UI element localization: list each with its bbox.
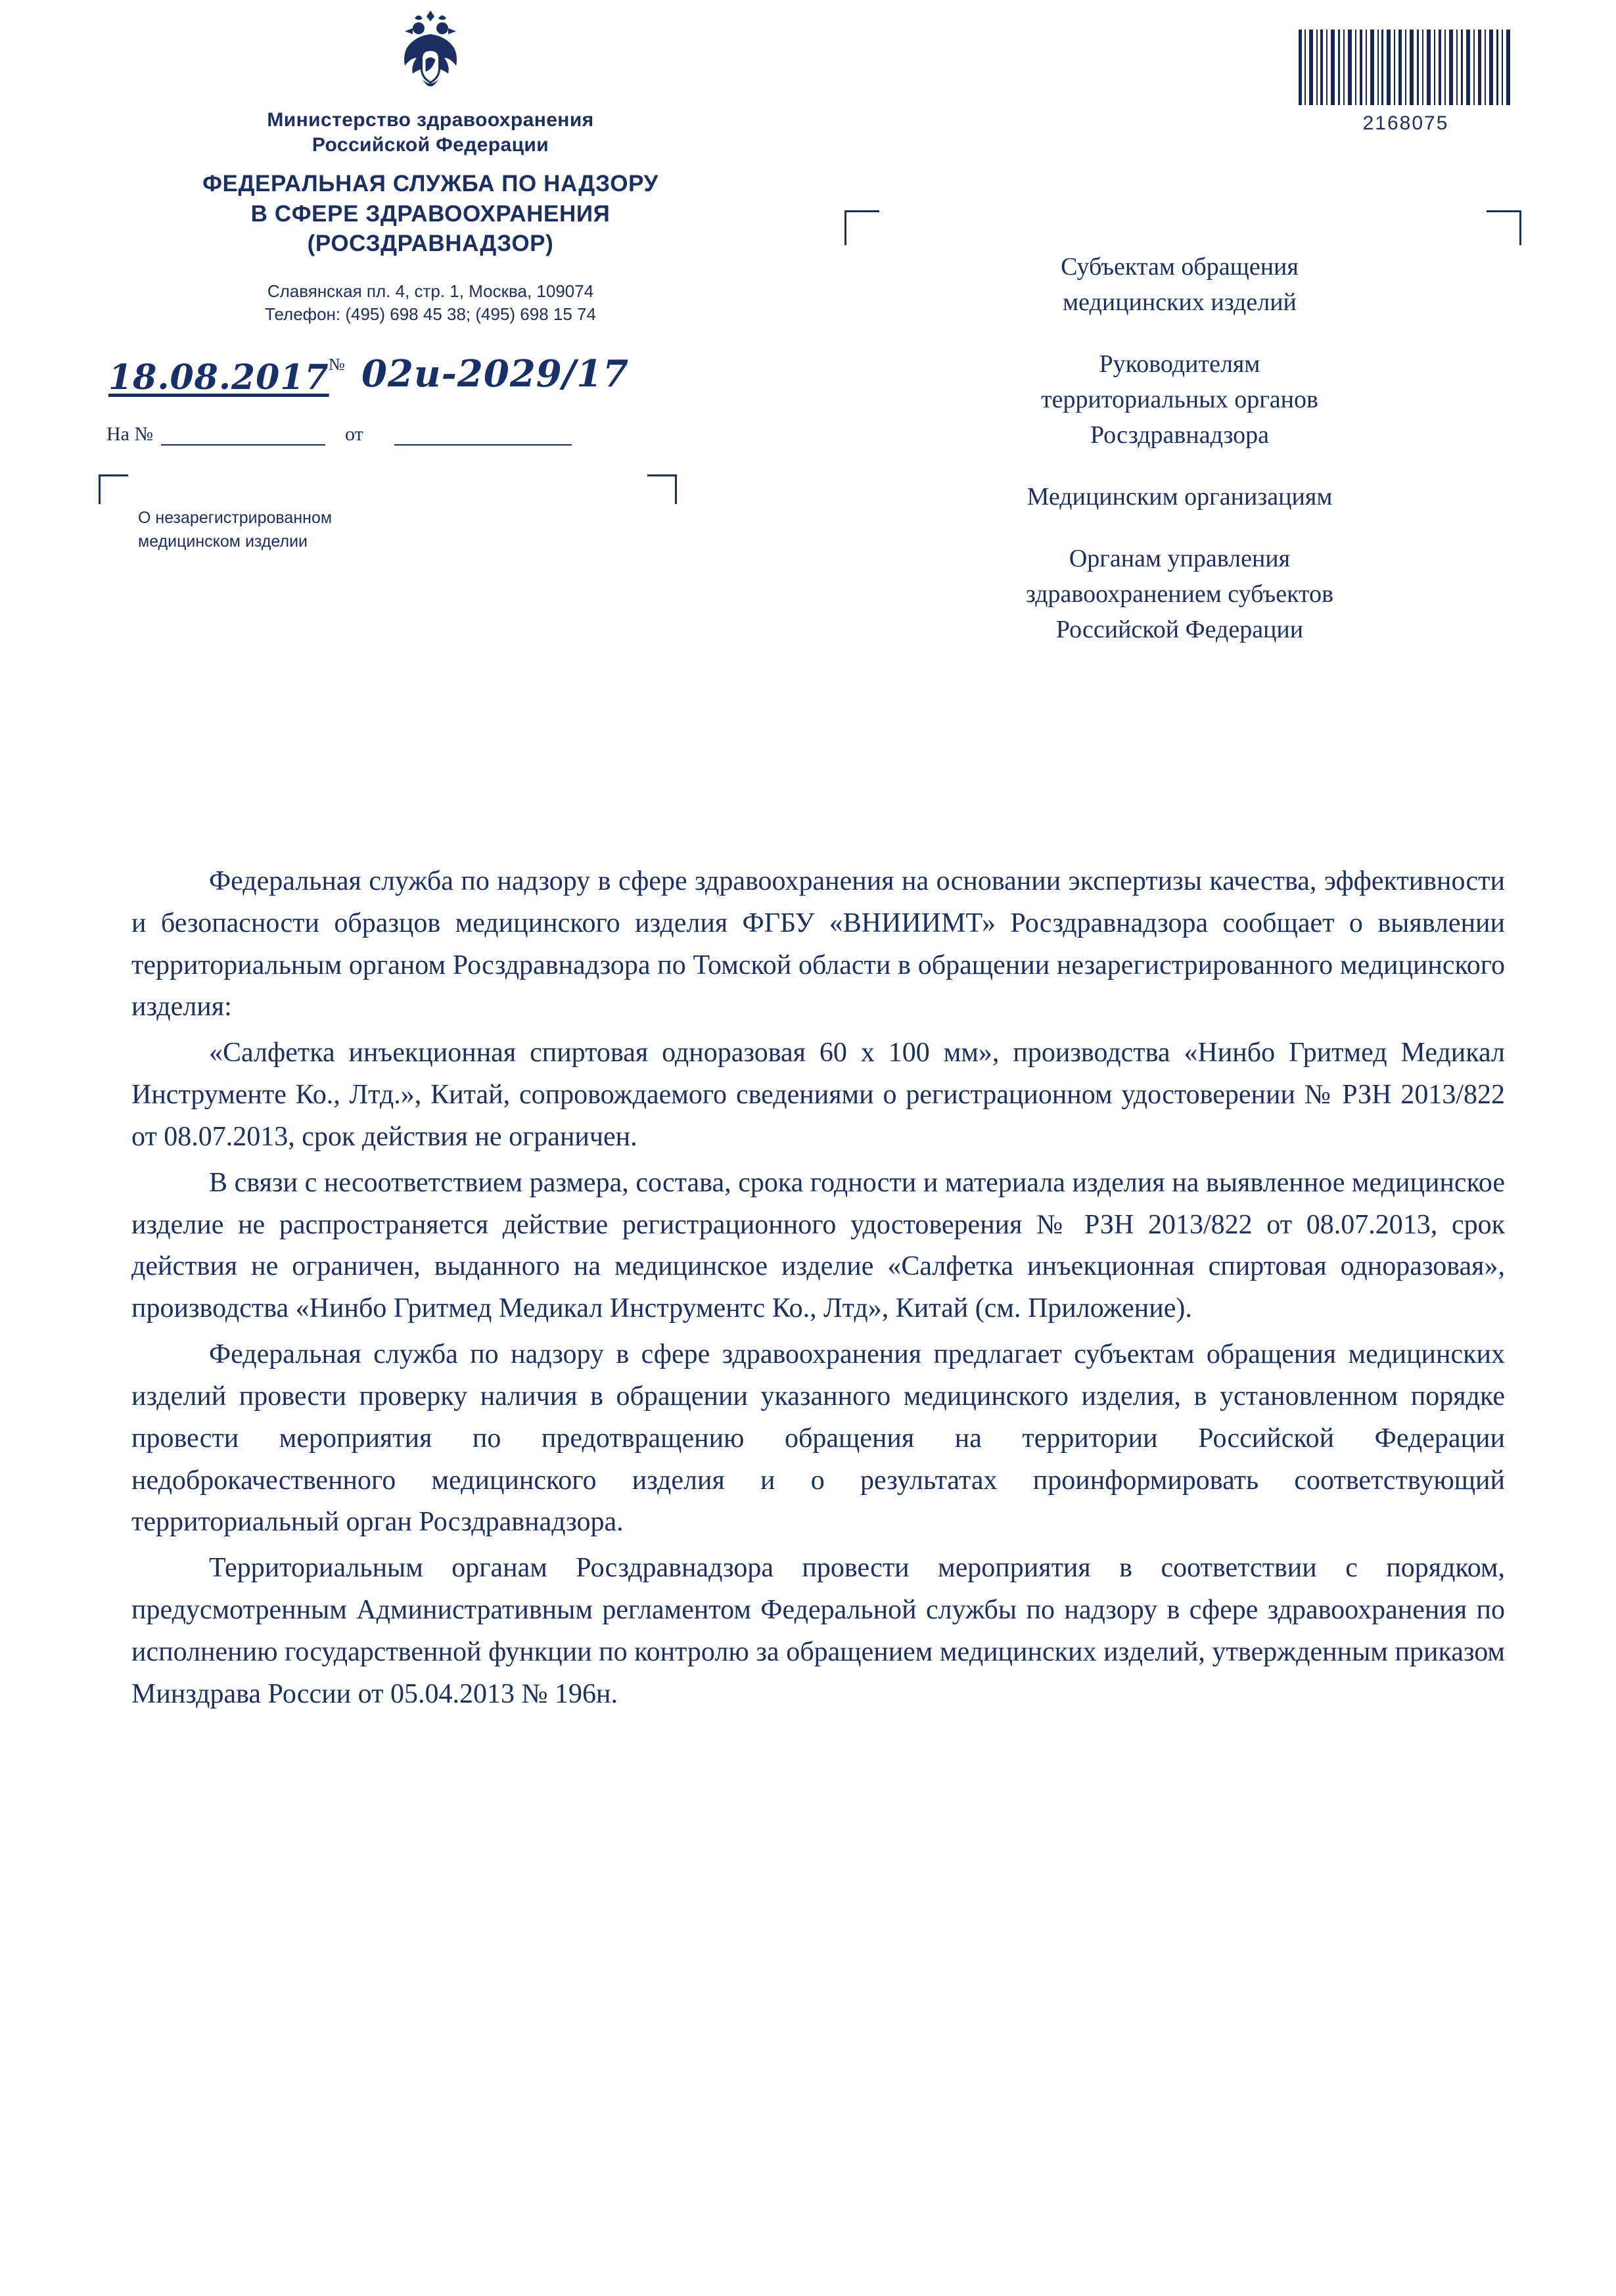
address-line-2: Телефон: (495) 698 45 38; (495) 698 15 74: [265, 304, 596, 324]
address-line-1: Славянская пл. 4, стр. 1, Москва, 109074: [267, 281, 594, 301]
ministry-line-1: Министерство здравоохранения: [267, 109, 594, 131]
reference-line: [99, 419, 762, 451]
addressee-line: Органам управления: [1069, 544, 1291, 572]
letterhead: [99, 7, 762, 560]
reference-date-rule: [394, 444, 572, 446]
addressee-line: Росздравнадзора: [1090, 421, 1270, 449]
barcode-block: [1294, 30, 1517, 135]
addressee-group: [838, 541, 1521, 648]
subject-line-2: медицинском изделии: [138, 532, 308, 551]
addressee-line: Субъектам обращения: [1061, 253, 1299, 281]
document-number: 02и-2029/17: [361, 352, 630, 396]
number-label: №: [329, 354, 345, 374]
body-paragraph: Территориальным органам Росздравнадзора провести мероприятия в соответствии с порядком, предусмотренным Административным регламентом Федеральной службы по надзору в сфере здравоохранения по исполнению государственной функции по контролю за обращением медицинских изделий, утвержденным приказом Минздрава России от 05.04.2013 № 196н.: [131, 1553, 1505, 1709]
barcode-number: 2168075: [1362, 112, 1449, 134]
letter-body: [131, 861, 1505, 1720]
addressee-line: Российской Федерации: [1055, 615, 1304, 643]
barcode-icon: [1297, 30, 1514, 105]
addressee-group: [838, 250, 1521, 321]
addressee-group: [838, 347, 1521, 453]
subject-line-1: О незарегистрированном: [138, 508, 333, 527]
russian-coat-of-arms-icon: [99, 7, 762, 105]
service-line-1: ФЕДЕРАЛЬНАЯ СЛУЖБА ПО НАДЗОРУ: [202, 171, 658, 196]
addressee-line: Руководителям: [1099, 350, 1260, 378]
subject-text: [138, 506, 332, 554]
subject-box: [99, 474, 677, 560]
ministry-line-2: Российской Федерации: [312, 133, 549, 156]
body-paragraph: «Салфетка инъекционная спиртовая одноразовая 60 х 100 мм», производства «Нинбо Гритмед Медикал Инструменте Ко., Лтд.», Китай, сопровождаемого сведениями о регистрационном удостоверении № РЗН 2013/822 от 08.07.2013, срок действия не ограничен.: [131, 1038, 1505, 1152]
corner-bracket-top-right: [647, 474, 677, 504]
addressee-bracket-top-left: [844, 210, 879, 245]
addressee-line: медицинских изделий: [1063, 288, 1297, 316]
organization-address: [99, 280, 762, 326]
service-line-3: (РОСЗДРАВНАДЗОР): [307, 231, 554, 256]
addressee-block: [838, 210, 1521, 674]
addressee-line: здравоохранением субъектов: [1025, 580, 1334, 608]
document-date-number: [99, 352, 762, 415]
ministry-name: [99, 108, 762, 157]
reference-number-label: На №: [106, 423, 154, 445]
body-paragraph: В связи с несоответствием размера, состава, срока годности и материала изделия на выявленное медицинское изделие не распространяется действие регистрационного удостоверения № РЗН 2013/822 от 08.07.2013, срок действия не ограничен, выданного на медицинское изделие «Салфетка инъекционная спиртовая одноразовая», производства «Нинбо Гритмед Медикал Инструментс Ко., Лтд», Китай (см. Приложение).: [131, 1167, 1505, 1324]
body-paragraph: Федеральная служба по надзору в сфере здравоохранения предлагает субъектам обращения медицинских изделий провести проверку наличия в обращении указанного медицинского изделия, в установленном порядке провести мероприятия по предотвращению обращения на территории Российской Федерации недоброкачественного медицинского изделия и о результатах проинформировать соответствующий территориальный орган Росздравнадзора.: [131, 1339, 1505, 1538]
reference-number-rule: [161, 444, 325, 446]
addressee-group: [838, 480, 1521, 515]
addressee-bracket-top-right: [1487, 210, 1521, 245]
reference-date-label: от: [345, 423, 363, 445]
addressee-line: Медицинским организациям: [1027, 482, 1333, 511]
body-paragraph: Федеральная служба по надзору в сфере здравоохранения на основании экспертизы качества, эффективности и безопасности образцов медицинского изделия ФГБУ «ВНИИИМТ» Росздравнадзора сообщает о выявлении территориальным органом Росздравнадзора по Томской области в обращении незарегистрированного медицинского изделия:: [131, 866, 1505, 1022]
service-line-2: В СФЕРЕ ЗДРАВООХРАНЕНИЯ: [250, 200, 611, 227]
document-date: 18.08.2017: [108, 357, 329, 398]
corner-bracket-top-left: [99, 474, 128, 504]
service-name: [99, 169, 762, 259]
addressee-line: территориальных органов: [1041, 385, 1318, 413]
